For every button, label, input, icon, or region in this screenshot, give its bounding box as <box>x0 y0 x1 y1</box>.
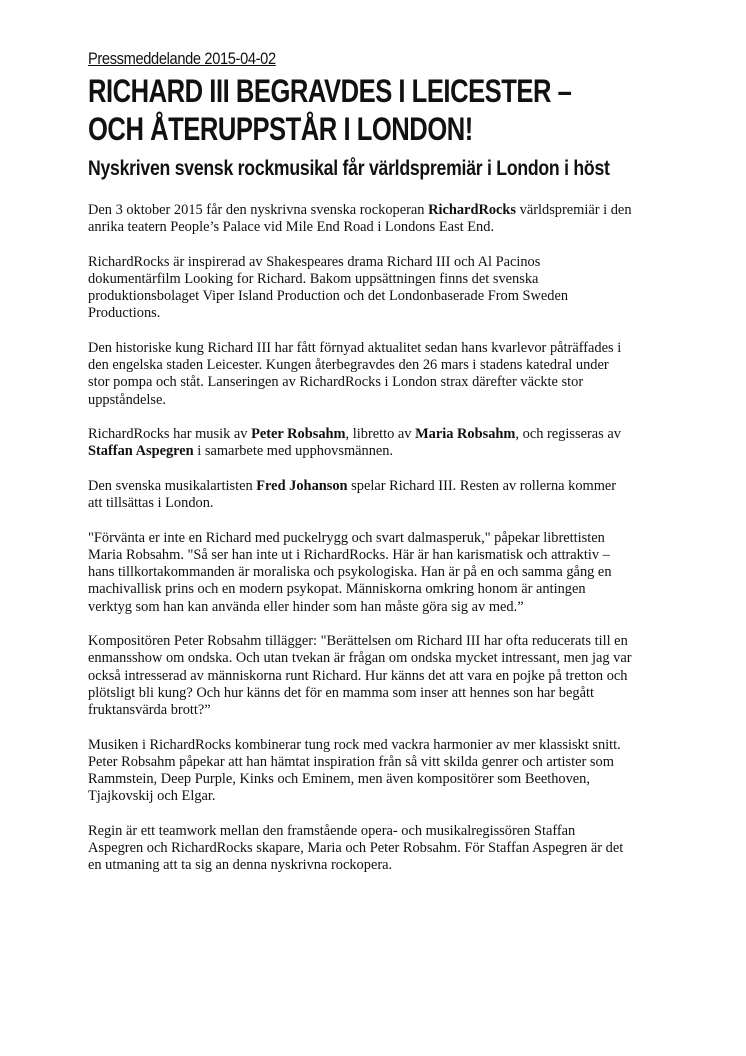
bold-name: Staffan Aspegren <box>88 443 194 460</box>
paragraph-line <box>88 581 668 598</box>
text-run: också intresserad av människorna runt Richard. Hur känns det att vara en pojke på tretton och <box>88 667 628 684</box>
text-run: "Förvänta er inte en Richard med puckelrygg och svart dalmasperuk," påpekar librettisten <box>88 529 605 546</box>
paragraph-line <box>88 633 668 650</box>
paragraph-7 <box>88 633 668 719</box>
paragraph-6 <box>88 530 668 616</box>
text-run: Tjajkovskij och Elgar. <box>88 788 216 805</box>
paragraph-2 <box>88 254 668 323</box>
text-run: Den historiske kung Richard III har fått förnyad aktualitet sedan hans kvarlevor påträffades i <box>88 340 622 356</box>
text-run: uppståndelse. <box>88 391 166 408</box>
paragraph-line <box>88 271 668 288</box>
paragraph-9 <box>88 823 668 875</box>
dateline: Pressmeddelande 2015-04-02 <box>88 49 276 68</box>
paragraph-line <box>88 374 668 391</box>
article-body <box>88 202 668 874</box>
text-run: den engelska staden Leicester. Kungen återbegravdes den 26 mars i stadens katedral under <box>88 357 609 374</box>
paragraph-line <box>88 564 668 581</box>
text-run: Maria Robsahm. "Så ser han inte ut i RichardRocks. Här är han karismatisk och attraktiv – <box>88 547 610 563</box>
text-run: i samarbete med upphovsmännen. <box>193 443 394 460</box>
paragraph-line <box>88 426 668 443</box>
paragraph-line <box>88 495 668 512</box>
text-run: enmansshow om ondska. Och utan tvekan är frågan om ondska mycket intressant, men jag var <box>88 650 632 667</box>
paragraph-line <box>88 357 668 374</box>
page-title <box>88 72 572 150</box>
paragraph-line <box>88 219 668 236</box>
paragraph-line <box>88 840 668 857</box>
paragraph-line <box>88 392 668 409</box>
text-run: dokumentärfilm Looking for Richard. Bakom uppsättningen finns det svenska <box>88 271 539 287</box>
bold-name: Peter Robsahm <box>251 426 346 443</box>
paragraph-line <box>88 305 668 322</box>
text-run: Kompositören Peter Robsahm tillägger: "Berättelsen om Richard III har ofta reducerats till en <box>88 633 628 650</box>
headline-line-2: OCH ÅTERUPPSTÅR I LONDON! <box>88 111 473 147</box>
text-run: Productions. <box>88 305 161 322</box>
text-run: hans tillkortakommanden är moraliska och psykologiska. Han är på en och samma gång en <box>88 564 612 581</box>
paragraph-line <box>88 685 668 702</box>
paragraph-3 <box>88 340 668 409</box>
text-run: produktionsbolaget Viper Island Production och det Londonbaserade From Sweden <box>88 288 569 305</box>
paragraph-4 <box>88 426 668 460</box>
text-run: plötsligt bli kung? Och hur känns det för en mamma som inser att hennes son har begått <box>88 684 594 701</box>
text-run: Peter Robsahm påpekar att han hämtat inspiration från så vitt skilda genrer och artister som <box>88 753 614 770</box>
text-run: Den 3 oktober 2015 får den nyskrivna svenska rockoperan <box>88 202 429 218</box>
paragraph-line <box>88 771 668 788</box>
paragraph-1 <box>88 202 668 236</box>
paragraph-line <box>88 202 668 219</box>
paragraph-line <box>88 340 668 357</box>
text-run: verktyg som han kan använda eller hinder som han måste göra sig av med.” <box>88 598 524 615</box>
subheadline: Nyskriven svensk rockmusikal får världspremiär i London i höst <box>88 157 610 180</box>
text-run: att tillsättas i London. <box>88 495 214 512</box>
bold-name: Maria Robsahm <box>415 426 516 443</box>
text-run: Rammstein, Deep Purple, Kinks och Eminem, men även kompositörer som Beethoven, <box>88 771 590 788</box>
paragraph-line <box>88 478 668 495</box>
paragraph-line <box>88 650 668 667</box>
bold-name: RichardRocks <box>428 202 517 218</box>
text-run: Aspegren och RichardRocks skapare, Maria och Peter Robsahm. För Staffan Aspegren är det <box>88 840 624 857</box>
paragraph-line <box>88 599 668 616</box>
text-run: spelar Richard III. Resten av rollerna kommer <box>347 478 617 494</box>
paragraph-line <box>88 702 668 719</box>
text-run: machivallisk prins och en modern psykopat. Människorna omkring honom är antingen <box>88 581 586 598</box>
paragraph-8 <box>88 737 668 806</box>
text-run: , libretto av <box>345 426 416 443</box>
text-run: , och regisseras av <box>515 426 621 443</box>
paragraph-line <box>88 754 668 771</box>
paragraph-line <box>88 857 668 874</box>
text-run: en utmaning att ta sig an denna nyskrivna rockopera. <box>88 857 393 874</box>
text-run: RichardRocks har musik av <box>88 426 252 443</box>
text-run: fruktansvärda brott?” <box>88 702 211 719</box>
text-run: Den svenska musikalartisten <box>88 478 257 494</box>
paragraph-line <box>88 737 668 754</box>
text-run: Regin är ett teamwork mellan den framstående opera- och musikalregissören Staffan <box>88 822 576 839</box>
text-run: anrika teatern People’s Palace vid Mile End Road i Londons East End. <box>88 219 495 236</box>
text-run: RichardRocks är inspirerad av Shakespeares drama Richard III och Al Pacinos <box>88 253 541 270</box>
press-release-page <box>88 48 688 892</box>
paragraph-line <box>88 530 668 547</box>
headline-line-1: RICHARD III BEGRAVDES I LEICESTER – <box>88 73 572 109</box>
paragraph-line <box>88 788 668 805</box>
paragraph-line <box>88 547 668 564</box>
paragraph-line <box>88 254 668 271</box>
paragraph-line <box>88 668 668 685</box>
bold-name: Fred Johanson <box>256 478 348 494</box>
paragraph-line <box>88 288 668 305</box>
text-run: stor pompa och ståt. Lanseringen av RichardRocks i London strax därefter väckte stor <box>88 374 584 391</box>
paragraph-line <box>88 823 668 840</box>
text-run: Musiken i RichardRocks kombinerar tung rock med vackra harmonier av mer klassiskt snitt. <box>88 736 621 753</box>
paragraph-5 <box>88 478 668 512</box>
text-run: världspremiär i den <box>516 202 632 218</box>
paragraph-line <box>88 443 668 460</box>
